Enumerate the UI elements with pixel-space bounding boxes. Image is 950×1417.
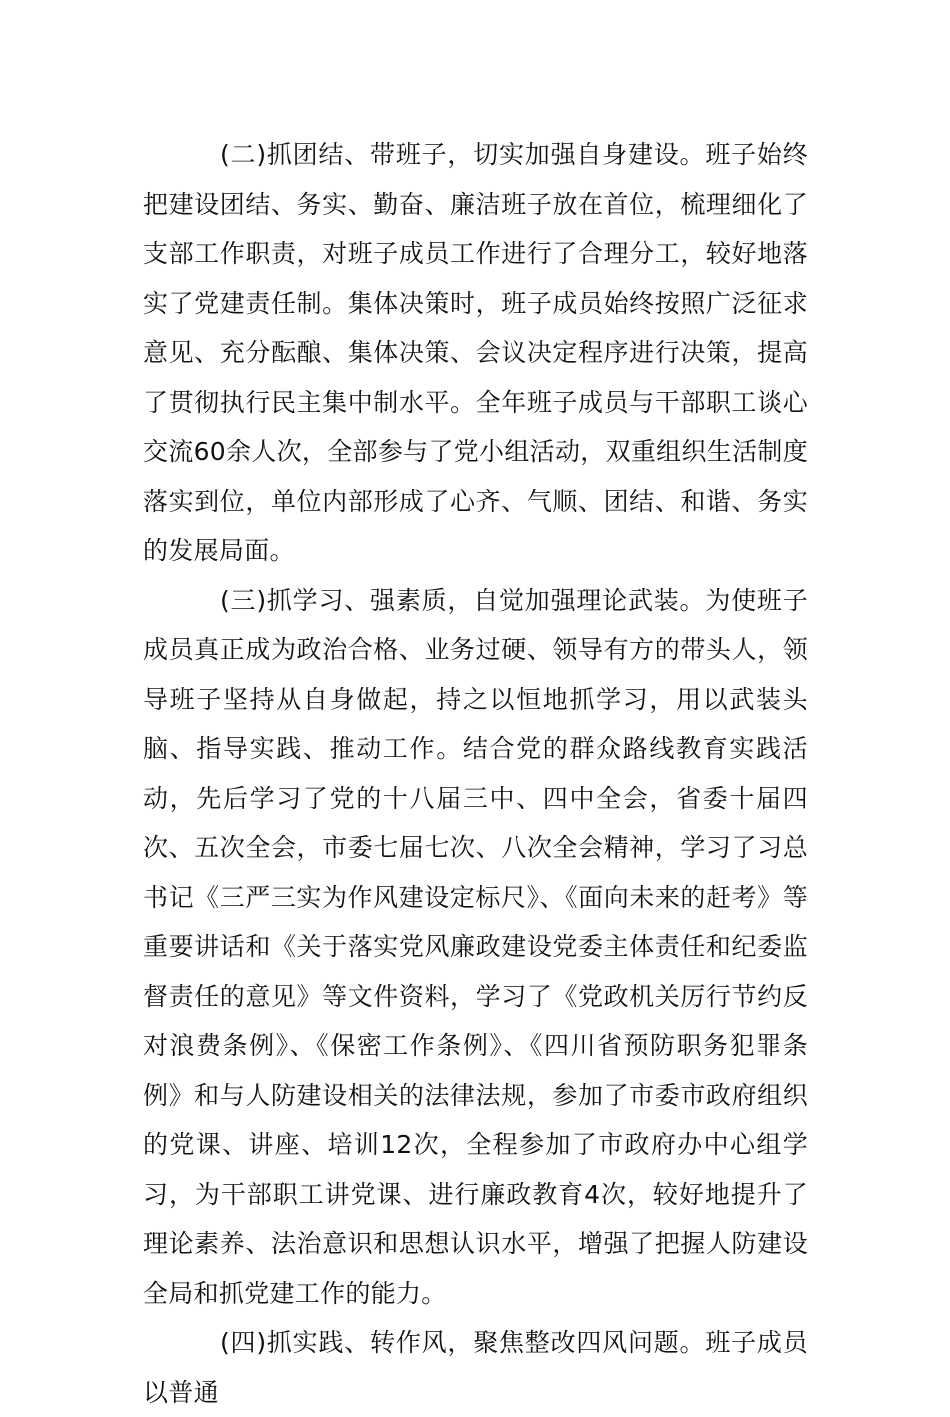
paragraph-3-study: (三)抓学习、强素质，自觉加强理论武装。为使班子成员真正成为政治合格、业务过硬、领导有方的带头人，领导班子坚持从自身做起，持之以恒地抓学习，用以武装头脑、指导实践、推动工作。结合党的群众路线教育实践活动，先后学习了党的十八届三中、四中全会，省委十届四次、五次全会，市委七届七次、八次全会精神，学习了习总书记《三严三实为作风建设定标尺》、《面向未来的赶考》等重要讲话和《关于落实党风廉政建设党委主体责任和纪委监督责任的意见》等文件资料，学习了《党政机关厉行节约反对浪费条例》、《保密工作条例》、《四川省预防职务犯罪条例》和与人防建设相关的法律法规，参加了市委市政府组织的党课、讲座、培训12次，全程参加了市政府办中心组学习，为干部职工讲党课、进行廉政教育4次，较好地提升了理论素养、法治意识和思想认识水平，增强了把握人防建设全局和抓党建工作的能力。	[143, 585, 808, 1308]
paragraph-4-practice: (四)抓实践、转作风，聚焦整改四风问题。班子成员以普通	[143, 1328, 808, 1407]
document-body	[143, 130, 808, 1417]
paragraph-2-unity: (二)抓团结、带班子，切实加强自身建设。班子始终把建设团结、务实、勤奋、廉洁班子放在首位，梳理细化了支部工作职责，对班子成员工作进行了合理分工，较好地落实了党建责任制。集体决策时，班子成员始终按照广泛征求意见、充分酝酿、集体决策、会议决定程序进行决策，提高了贯彻执行民主集中制水平。全年班子成员与干部职工谈心交流60余人次，全部参与了党小组活动，双重组织生活制度落实到位，单位内部形成了心齐、气顺、团结、和谐、务实的发展局面。	[143, 140, 808, 565]
